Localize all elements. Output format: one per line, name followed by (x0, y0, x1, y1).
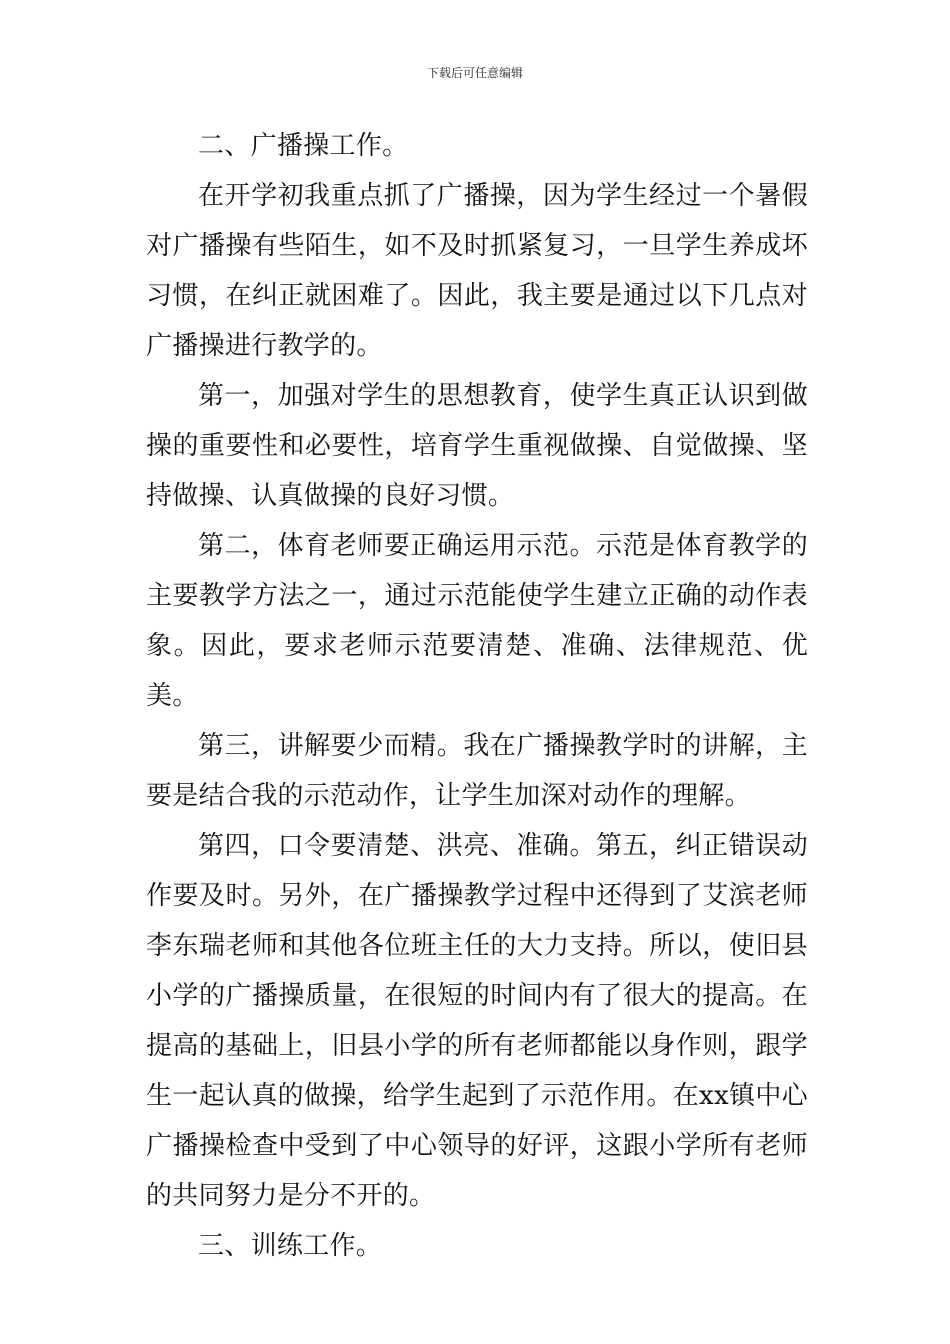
paragraph-point-three: 第三，讲解要少而精。我在广播操教学时的讲解，主要是结合我的示范动作，让学生加深对动作的理解。 (146, 731, 808, 811)
paragraph-point-four-five: 第四，口令要清楚、洪亮、准确。第五，纠正错误动作要及时。另外，在广播操教学过程中还得到了艾滨老师李东瑞老师和其他各位班主任的大力支持。所以，使旧县小学的广播操质量，在很短的时间内有了很大的提高。在提高的基础上，旧县小学的所有老师都能以身作则，跟学生一起认真的做操，给学生起到了示范作用。在xx镇中心广播操检查中受到了中心领导的好评，这跟小学所有老师的共同努力是分不开的。 (146, 831, 808, 1211)
section-heading-training: 三、训练工作。 (198, 1231, 383, 1261)
page-header-note: 下载后可任意编辑 (426, 66, 523, 80)
document-body (146, 121, 808, 1271)
paragraph-point-two: 第二，体育老师要正确运用示范。示范是体育教学的主要教学方法之一，通过示范能使学生建立正确的动作表象。因此，要求老师示范要清楚、准确、法律规范、优美。 (146, 531, 808, 711)
paragraph-point-one: 第一，加强对学生的思想教育，使学生真正认识到做操的重要性和必要性，培育学生重视做操、自觉做操、坚持做操、认真做操的良好习惯。 (146, 381, 808, 511)
section-heading-broadcast-exercise: 二、广播操工作。 (198, 131, 409, 161)
paragraph-intro: 在开学初我重点抓了广播操，因为学生经过一个暑假对广播操有些陌生，如不及时抓紧复习，一旦学生养成坏习惯，在纠正就困难了。因此，我主要是通过以下几点对广播操进行教学的。 (146, 181, 808, 361)
